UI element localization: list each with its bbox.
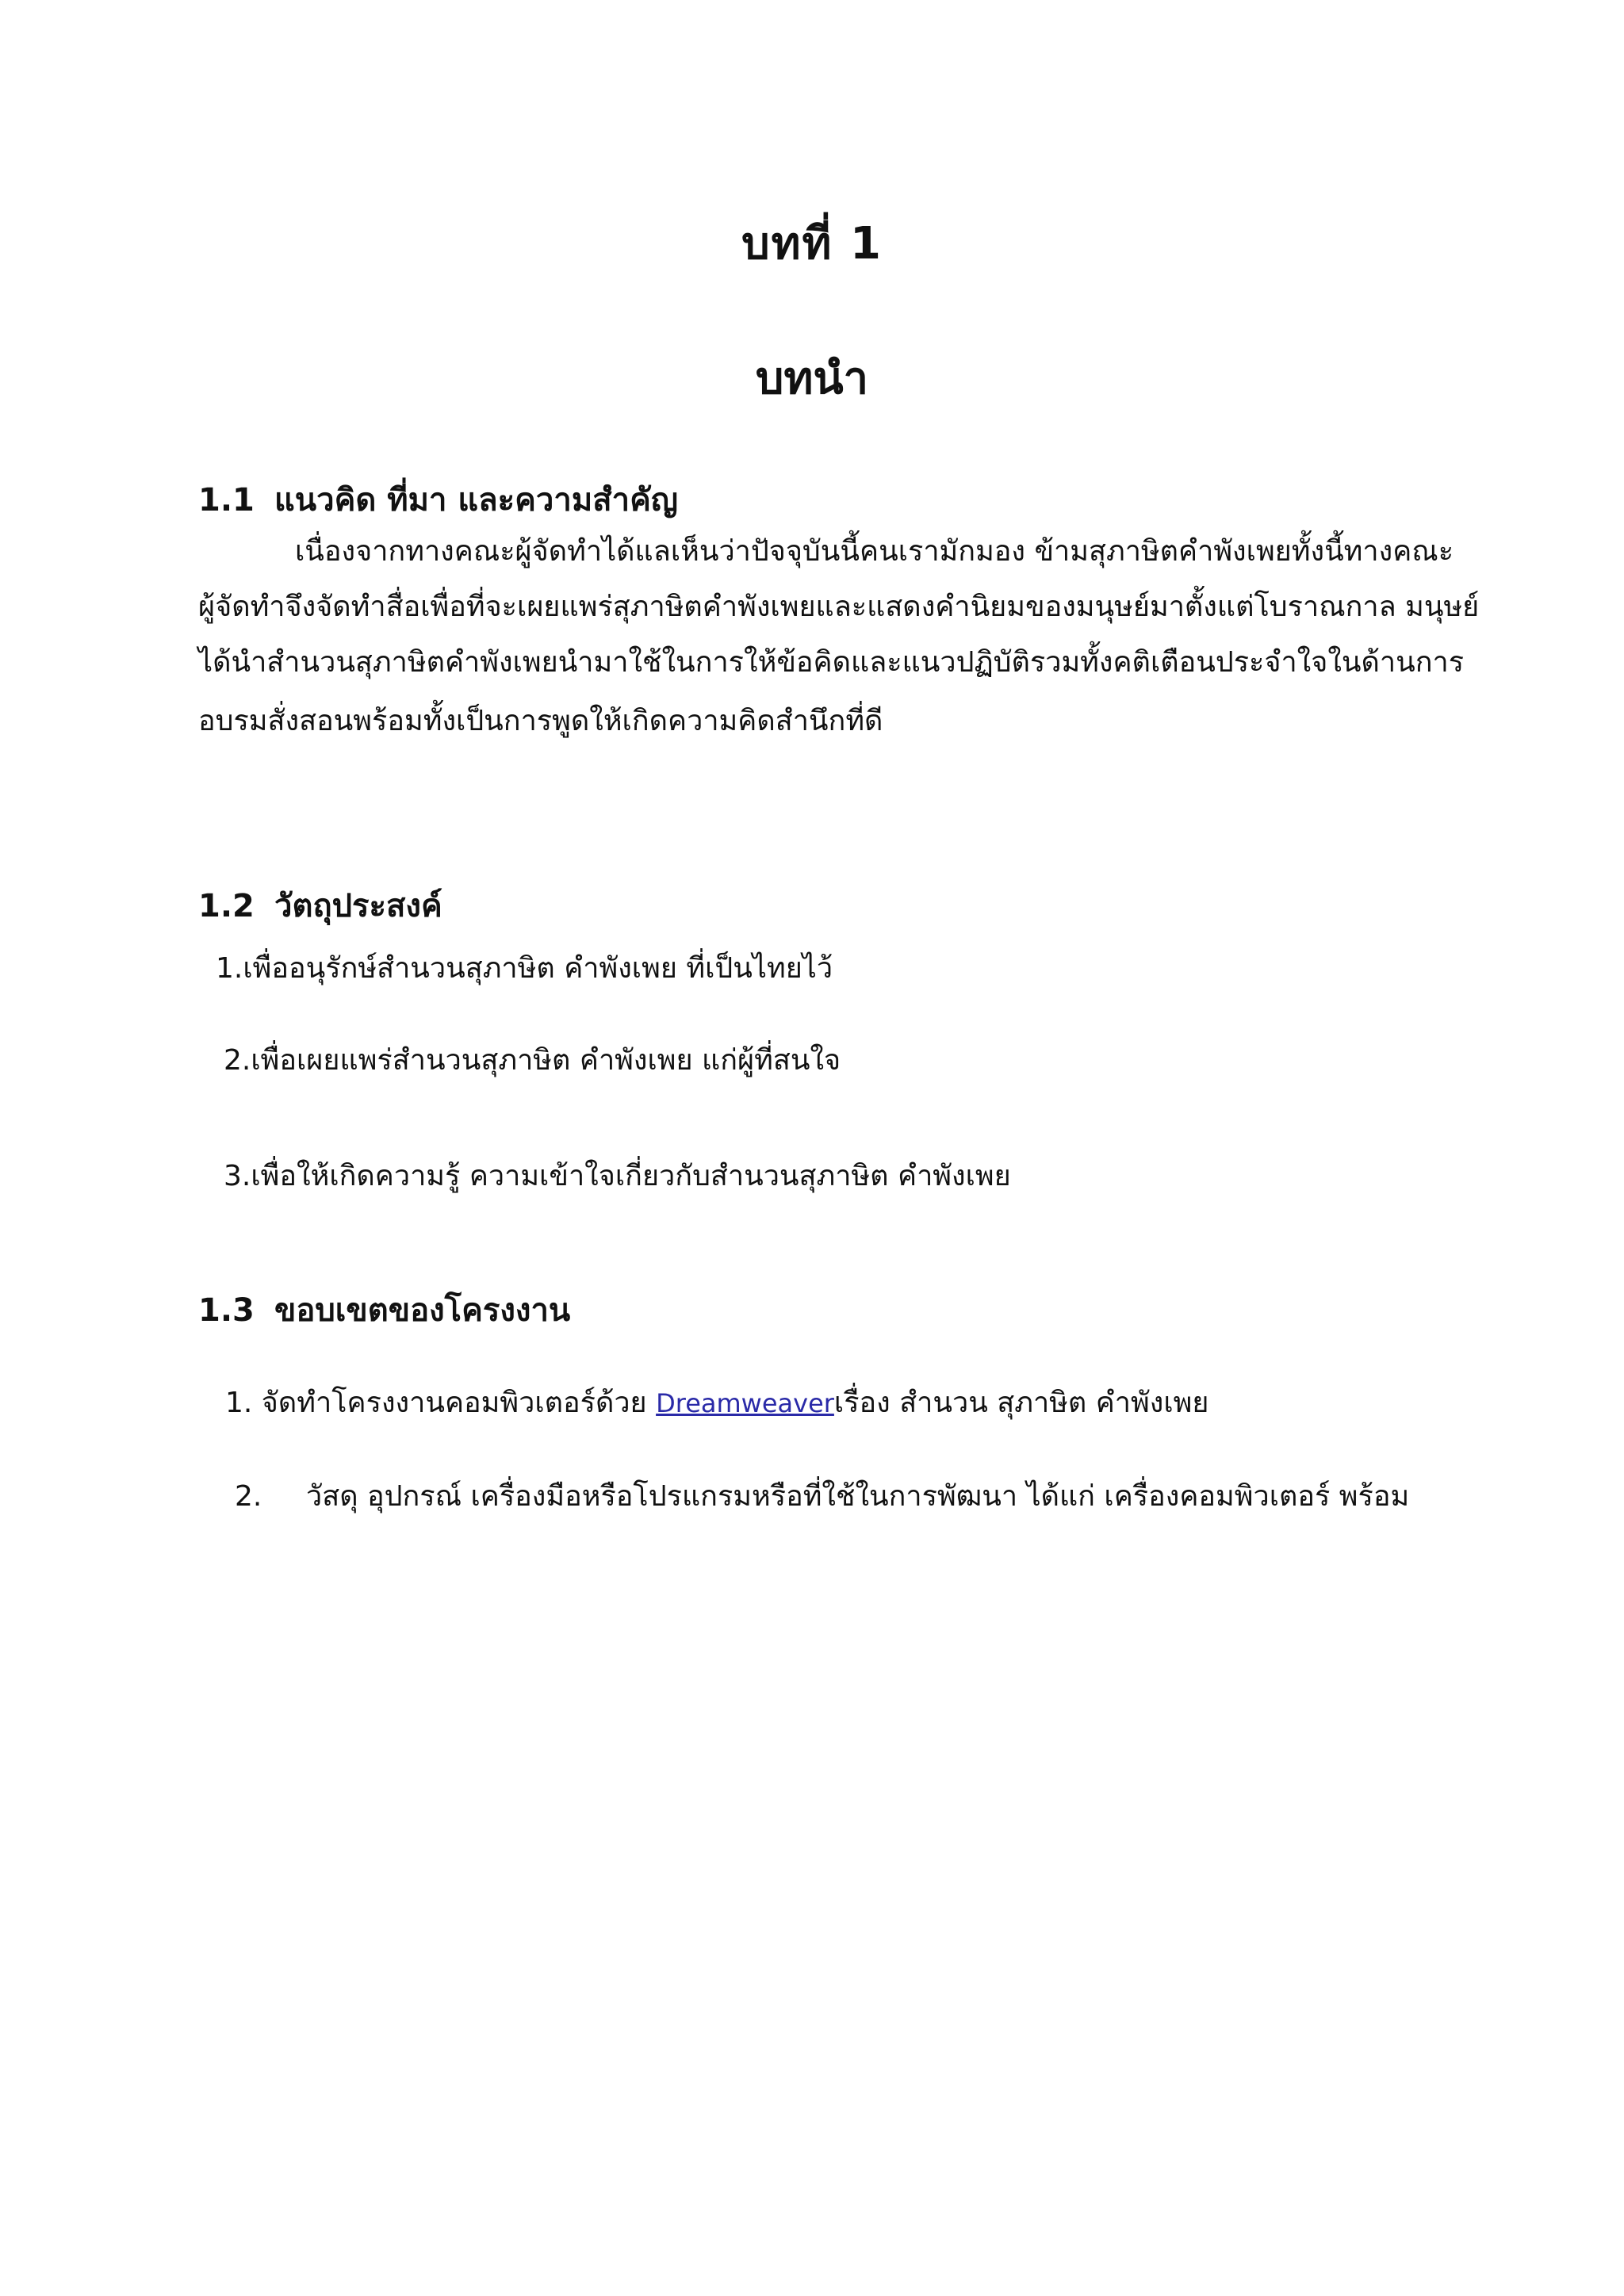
section-number: 1.3	[198, 1292, 255, 1329]
section-number: 1.2	[198, 888, 255, 924]
objective-item: 1.เพื่ออนุรักษ์สำนวนสุภาษิต คำพังเพย ที่เป็นไทยไว้	[216, 952, 833, 985]
section-heading-1-3	[198, 1284, 570, 1335]
section-title: แนวคิด ที่มา และความสำคัญ	[274, 482, 678, 519]
section-heading-1-1	[198, 474, 678, 525]
section-heading-1-2	[198, 880, 442, 931]
objective-item: 3.เพื่อให้เกิดความรู้ ความเข้าใจเกี่ยวกับสำนวนสุภาษิต คำพังเพย	[224, 1160, 1011, 1192]
scope-item-prefix: 1. จัดทำโครงงานคอมพิวเตอร์ด้วย	[225, 1387, 657, 1419]
scope-item-number: 2.	[235, 1480, 262, 1513]
scope-item-suffix: เรื่อง สำนวน สุภาษิต คำพังเพย	[833, 1387, 1209, 1419]
section-number: 1.1	[198, 482, 255, 519]
paragraph-line: ผู้จัดทำจึงจัดทำสื่อเพื่อที่จะเผยแพร่สุภาษิตคำพังเพยและแสดงคำนิยมของมนุษย์มาตั้งแต่โบราณกาล มนุษย์	[198, 591, 1480, 623]
section-title: ขอบเขตของโครงงาน	[274, 1292, 571, 1329]
scope-item	[235, 1480, 1427, 1513]
paragraph-line: อบรมสั่งสอนพร้อมทั้งเป็นการพูดให้เกิดความคิดสำนึกที่ดี	[198, 705, 883, 737]
paragraph-line: ได้นำสำนวนสุภาษิตคำพังเพยนำมาใช้ในการให้ข้อคิดและแนวปฏิบัติรวมทั้งคติเตือนประจำใจในด้านการ	[198, 646, 1465, 679]
section-title: วัตถุประสงค์	[274, 888, 442, 924]
objective-item: 2.เพื่อเผยแพร่สำนวนสุภาษิต คำพังเพย แก่ผู้ที่สนใจ	[224, 1044, 841, 1077]
scope-item	[225, 1389, 1208, 1418]
dreamweaver-link[interactable]: Dreamweaver	[656, 1388, 834, 1418]
paragraph-line: เนื่องจากทางคณะผู้จัดทำได้แลเห็นว่าปัจจุบันนี้คนเรามักมอง ข้ามสุภาษิตคำพังเพยทั้งนี้ทางคณะ	[295, 535, 1454, 568]
chapter-title: บทนำ	[755, 353, 869, 404]
chapter-number: บทที่ 1	[741, 218, 883, 270]
scope-item-text: วัสดุ อุปกรณ์ เครื่องมือหรือโปรแกรมหรือที่ใช้ในการพัฒนา ได้แก่ เครื่องคอมพิวเตอร์ พร้อม	[306, 1480, 1410, 1513]
